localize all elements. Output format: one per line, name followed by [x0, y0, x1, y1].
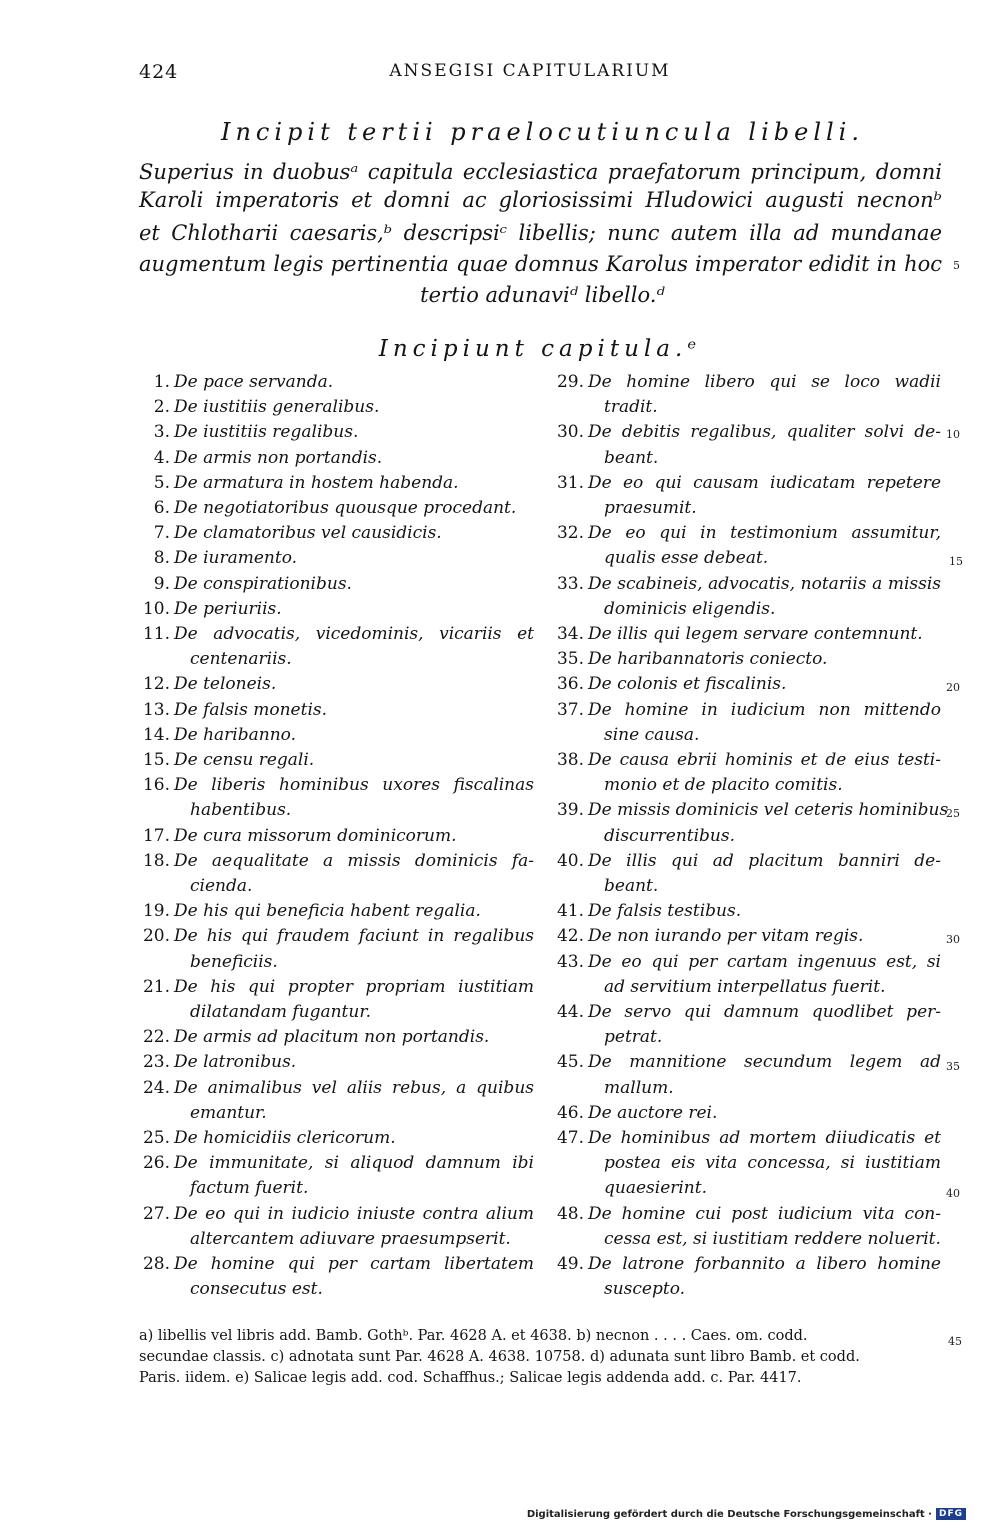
chapter-number: 26.	[142, 1153, 170, 1174]
chapter-title-continuation: consecutus est.	[190, 1279, 323, 1300]
chapter-title-continuation: emantur.	[190, 1102, 267, 1123]
chapter-title-line: De eo qui in iudicio iniuste contra alium	[174, 1203, 534, 1224]
chapter-title-line: De his qui beneficia habent regalia.	[174, 901, 481, 922]
chapter-title-continuation: dilatandam fugantur.	[190, 1002, 371, 1022]
chapter-title-line: De conspirationibus.	[174, 573, 352, 594]
chapter-title-continuation: beneficiis.	[190, 951, 278, 972]
chapter-title-continuation: praesumit.	[604, 498, 697, 518]
chapter-number: 42.	[556, 926, 584, 947]
chapter-title	[588, 647, 941, 672]
line-number: 15	[949, 555, 963, 568]
chapter-number: 39.	[556, 800, 584, 821]
chapter-title-continuation: mallum.	[604, 1077, 674, 1098]
chapter-title-line: De eo qui causam iudicatam repetere	[588, 472, 941, 493]
chapter-title	[174, 1050, 534, 1075]
chapter-title-continuation: ad servitium interpellatus fuerit.	[604, 976, 886, 997]
chapter-title	[174, 420, 534, 445]
chapter-number: 13.	[142, 699, 170, 720]
chapter-title	[174, 622, 534, 672]
chapter-title-line: De latronibus.	[174, 1052, 297, 1073]
chapter-number: 2.	[153, 397, 170, 418]
chapter-number: 35.	[556, 649, 584, 670]
chapter-title	[588, 1101, 941, 1126]
chapter-number: 40.	[556, 850, 584, 871]
chapter-title	[588, 748, 941, 798]
intro-line: Karoli imperatoris et domni ac gloriosissimi Hludowici augusti necnonᵇ	[139, 188, 942, 212]
chapter-number: 7.	[153, 523, 170, 544]
chapter-title-continuation: cienda.	[190, 876, 253, 896]
footnote-line: secundae classis. c) adnotata sunt Par. 4628 A. 4638. 10758. d) adunata sunt libro Bamb. et codd.	[139, 1349, 860, 1365]
chapter-title-line: De animalibus vel aliis rebus, a quibus	[174, 1077, 534, 1098]
chapter-number: 9.	[153, 573, 170, 594]
chapter-number: 41.	[556, 901, 584, 922]
chapter-number: 48.	[556, 1203, 584, 1224]
chapter-title-line: De pace servanda.	[174, 372, 334, 392]
chapter-title	[174, 899, 534, 924]
chapter-title	[588, 950, 941, 1000]
chapter-title-line: De iustitiis regalibus.	[174, 422, 359, 443]
chapter-title	[588, 572, 941, 622]
chapter-title-line: De missis dominicis vel ceteris hominibus	[588, 800, 949, 821]
intro-line: Superius in duobusᵃ capitula ecclesiastica praefatorum principum, domni	[139, 160, 942, 184]
chapter-title	[174, 1076, 534, 1126]
chapter-title-line: De censu regali.	[174, 750, 315, 770]
chapter-title	[174, 1252, 534, 1302]
chapter-number: 22.	[142, 1027, 170, 1048]
chapter-title-line: De homine qui per cartam libertatem	[174, 1254, 534, 1274]
chapter-number: 6.	[153, 498, 170, 518]
chapter-number: 32.	[556, 523, 584, 544]
chapter-title-line: De advocatis, vicedominis, vicariis et	[174, 624, 534, 644]
chapter-number: 38.	[556, 750, 584, 770]
chapter-title	[588, 1000, 941, 1050]
chapter-title	[588, 672, 941, 697]
chapter-title	[174, 698, 534, 723]
chapter-title-line: De homicidiis clericorum.	[174, 1128, 396, 1148]
chapter-number: 11.	[142, 624, 170, 644]
chapter-title-line: De colonis et fiscalinis.	[588, 674, 787, 695]
chapter-title	[174, 748, 534, 773]
chapter-title-line: De his qui propter propriam iustitiam	[174, 976, 534, 997]
chapter-number: 10.	[142, 598, 170, 619]
chapter-number: 37.	[556, 699, 584, 720]
chapters-title: Incipiunt capitula.ᵉ	[378, 336, 702, 362]
chapter-title-line: De his qui fraudem faciunt in regalibus	[174, 926, 534, 947]
chapter-title-line: De homine in iudicium non mittendo	[588, 699, 941, 720]
chapter-number: 36.	[556, 674, 584, 695]
intro-title: Incipit tertii praelocutiuncula libelli.	[220, 118, 864, 146]
chapter-title	[174, 1202, 534, 1252]
chapter-title	[174, 773, 534, 823]
chapter-title-continuation: centenariis.	[190, 649, 292, 670]
chapter-title-continuation: suscepto.	[604, 1279, 686, 1300]
chapter-title-line: De haribannatoris coniecto.	[588, 649, 828, 670]
chapter-title-line: De iustitiis generalibus.	[174, 397, 380, 418]
chapter-number: 33.	[556, 573, 584, 594]
chapter-title-continuation: factum fuerit.	[190, 1178, 309, 1199]
chapter-title	[588, 471, 941, 521]
chapter-title	[588, 1252, 941, 1302]
chapter-number: 20.	[142, 926, 170, 947]
chapter-title-line: De servo qui damnum quodlibet per-	[588, 1002, 941, 1022]
chapter-title-continuation: monio et de placito comitis.	[604, 775, 843, 796]
chapter-title	[588, 849, 941, 899]
dfg-logo: DFG	[936, 1508, 966, 1520]
chapter-title-line: De illis qui legem servare contemnunt.	[588, 624, 923, 644]
chapter-title	[174, 471, 534, 496]
line-number: 45	[948, 1335, 962, 1348]
chapter-title-continuation: dominicis eligendis.	[604, 598, 776, 619]
chapter-title-line: De eo qui in testimonium assumitur,	[588, 523, 941, 544]
chapter-title	[588, 899, 941, 924]
intro-line: et Chlotharii caesaris,ᵇ descripsiᶜ libellis; nunc autem illa ad mundanae	[139, 221, 942, 245]
chapter-number: 45.	[556, 1052, 584, 1073]
chapter-number: 18.	[142, 850, 170, 871]
chapter-title	[588, 698, 941, 748]
chapter-title-line: De illis qui ad placitum banniri de-	[588, 850, 941, 871]
chapter-title-line: De latrone forbannito a libero homine	[588, 1254, 941, 1274]
chapter-title	[588, 1050, 941, 1100]
chapter-title	[174, 597, 534, 622]
line-number: 35	[946, 1060, 960, 1073]
chapter-title-line: De negotiatoribus quousque procedant.	[174, 498, 517, 518]
chapter-title-continuation: discurrentibus.	[604, 825, 736, 846]
chapter-title	[588, 924, 941, 949]
digitization-credit	[527, 1508, 966, 1520]
chapter-title-continuation: beant.	[604, 447, 659, 468]
chapter-number: 17.	[142, 825, 170, 846]
chapter-title-line: De aequalitate a missis dominicis fa-	[174, 850, 534, 871]
chapter-title-line: De hominibus ad mortem diiudicatis et	[588, 1128, 941, 1148]
chapter-title-line: De iuramento.	[174, 548, 298, 569]
chapter-title-line: De falsis monetis.	[174, 699, 328, 720]
chapter-title	[174, 395, 534, 420]
chapter-title-line: De auctore rei.	[588, 1102, 718, 1123]
chapter-number: 28.	[142, 1254, 170, 1274]
chapter-title	[174, 546, 534, 571]
chapter-number: 47.	[556, 1128, 584, 1148]
chapter-number: 44.	[556, 1002, 584, 1022]
chapter-title-line: De mannitione secundum legem ad	[588, 1052, 941, 1073]
chapter-title	[174, 1126, 534, 1151]
chapter-title-continuation: petrat.	[604, 1027, 663, 1048]
chapter-number: 30.	[556, 422, 584, 443]
credit-text: Digitalisierung gefördert durch die Deutsche Forschungsgemeinschaft ·	[526, 1508, 932, 1520]
line-number: 10	[946, 428, 960, 441]
line-number: 20	[946, 681, 960, 694]
line-number: 40	[946, 1187, 960, 1200]
line-number: 30	[946, 933, 960, 946]
footnote-line: a) libellis vel libris add. Bamb. Gothᵇ. Par. 4628 A. et 4638. b) necnon . . . . Caes. om. codd.	[139, 1328, 808, 1344]
chapter-title-continuation: beant.	[604, 876, 659, 896]
chapter-title-continuation: habentibus.	[190, 800, 292, 821]
chapter-title-line: De cura missorum dominicorum.	[174, 825, 457, 846]
chapter-number: 8.	[153, 548, 170, 569]
chapter-title	[174, 496, 534, 521]
line-number: 25	[946, 807, 960, 820]
chapter-title	[174, 1025, 534, 1050]
chapter-number: 46.	[556, 1102, 584, 1123]
chapter-title	[588, 798, 949, 848]
chapter-title	[174, 370, 534, 395]
chapter-title-line: De non iurando per vitam regis.	[588, 926, 864, 947]
chapter-number: 14.	[142, 724, 170, 745]
page-number: 424	[139, 61, 179, 83]
chapter-title-line: De periuriis.	[174, 598, 282, 619]
chapter-title-continuation: cessa est, si iustitiam reddere noluerit.	[604, 1228, 941, 1249]
chapter-title-line: De armis non portandis.	[174, 447, 383, 468]
line-number: 5	[953, 259, 960, 272]
chapter-title-line: De debitis regalibus, qualiter solvi de-	[588, 422, 941, 443]
chapter-title-line: De liberis hominibus uxores fiscalinas	[174, 775, 534, 796]
running-head: ANSEGISI CAPITULARIUM	[389, 61, 671, 81]
chapter-title	[588, 622, 941, 647]
chapter-title-line: De teloneis.	[174, 674, 277, 695]
footnotes	[139, 1326, 942, 1389]
chapter-title	[174, 975, 534, 1025]
chapter-number: 31.	[556, 472, 584, 493]
chapter-title	[174, 1151, 534, 1201]
chapter-title-line: De falsis testibus.	[588, 901, 742, 922]
chapter-title	[174, 849, 534, 899]
chapter-number: 29.	[556, 372, 584, 392]
chapter-number: 4.	[153, 447, 170, 468]
chapter-number: 15.	[142, 750, 170, 770]
chapter-title-continuation: tradit.	[604, 397, 658, 418]
chapter-title-continuation: sine causa.	[604, 724, 700, 745]
chapter-title	[588, 1202, 941, 1252]
chapter-number: 16.	[142, 775, 170, 796]
chapter-title	[174, 723, 534, 748]
chapter-number: 1.	[153, 372, 170, 392]
intro-last-line: tertio adunaviᵈ libello.ᵈ	[420, 283, 665, 307]
chapter-title-line: De armatura in hostem habenda.	[174, 472, 459, 493]
chapter-number: 43.	[556, 951, 584, 972]
chapter-title-continuation: altercantem adiuvare praesumpserit.	[190, 1228, 511, 1249]
chapter-title	[174, 924, 534, 974]
chapter-title	[174, 521, 534, 546]
chapter-title-line: De immunitate, si aliquod damnum ibi	[174, 1153, 534, 1174]
chapter-number: 12.	[142, 674, 170, 695]
chapter-title	[174, 572, 534, 597]
chapter-number: 21.	[142, 976, 170, 997]
chapter-title-line: De eo qui per cartam ingenuus est, si	[588, 951, 941, 972]
chapter-title	[174, 824, 534, 849]
chapter-number: 25.	[142, 1128, 170, 1148]
chapter-title	[588, 1126, 941, 1202]
chapter-title-line: De homine cui post iudicium vita con-	[588, 1203, 941, 1224]
chapter-number: 5.	[153, 472, 170, 493]
chapter-title	[588, 370, 941, 420]
footnote-line: Paris. iidem. e) Salicae legis add. cod. Schaffhus.; Salicae legis addenda add. c. Par. 4417.	[139, 1370, 802, 1386]
chapter-number: 19.	[142, 901, 170, 922]
chapter-number: 24.	[142, 1077, 170, 1098]
chapter-title	[588, 521, 941, 571]
chapter-title-line: De clamatoribus vel causidicis.	[174, 523, 442, 544]
chapter-title-line: De causa ebrii hominis et de eius testi-	[588, 750, 941, 770]
chapter-title-continuation: postea eis vita concessa, si iustitiam	[604, 1153, 941, 1174]
chapter-number: 23.	[142, 1052, 170, 1073]
chapter-number: 27.	[142, 1203, 170, 1224]
chapter-title-line: De homine libero qui se loco wadii	[588, 372, 941, 392]
chapter-number: 49.	[556, 1254, 584, 1274]
chapter-title-line: De armis ad placitum non portandis.	[174, 1027, 490, 1048]
chapter-number: 3.	[153, 422, 170, 443]
chapter-title-continuation: qualis esse debeat.	[604, 548, 769, 569]
chapter-number: 34.	[556, 624, 584, 644]
chapter-title	[174, 446, 534, 471]
chapter-title	[174, 672, 534, 697]
chapter-title-continuation: quaesierint.	[604, 1178, 707, 1199]
chapter-title-line: De haribanno.	[174, 724, 296, 745]
chapter-title-line: De scabineis, advocatis, notariis a missis	[588, 573, 941, 594]
intro-line: augmentum legis pertinentia quae domnus Karolus imperator edidit in hoc	[139, 252, 942, 276]
chapter-title	[588, 420, 941, 470]
